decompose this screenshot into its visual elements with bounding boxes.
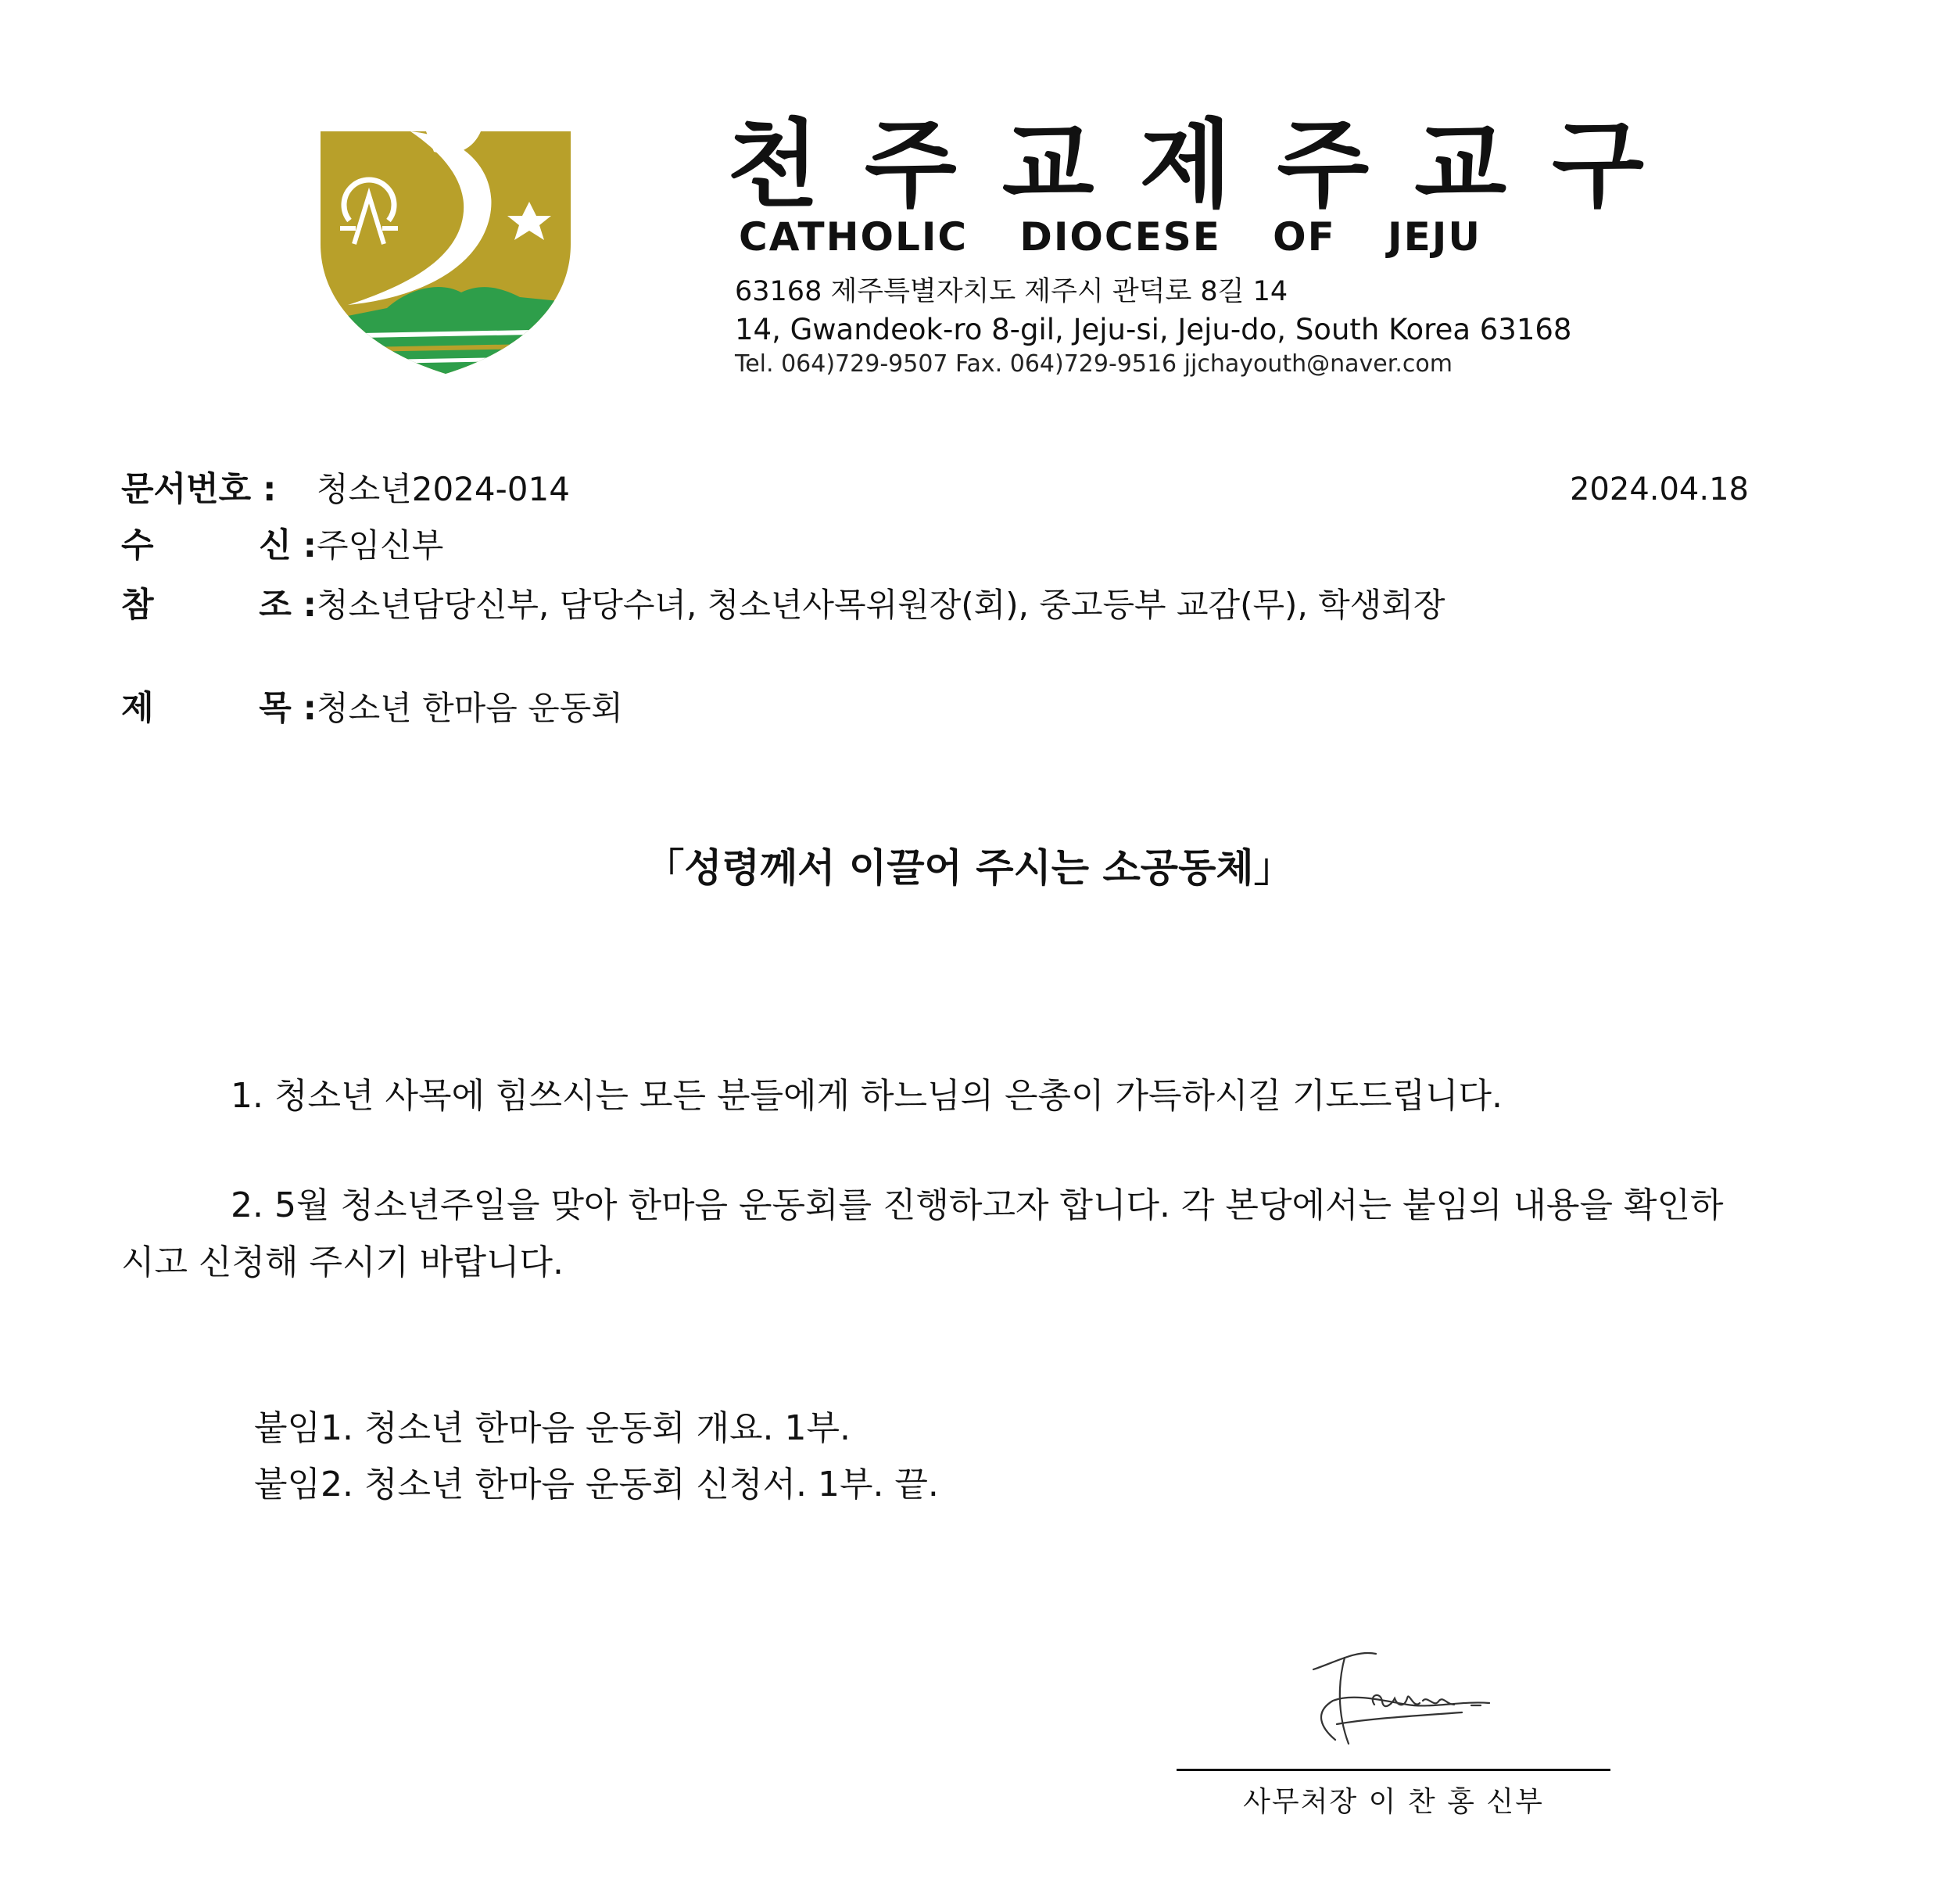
label-char: 참 <box>121 585 154 625</box>
organization-name-korean: 천주교제주교구 <box>727 109 1689 221</box>
body-paragraph: 2. 5월 청소년주일을 맞아 한마음 운동회를 진행하고자 합니다. 각 본당에서는 붙임의 내용을 확인하시고 신청해 주시기 바랍니다. <box>121 1185 1724 1282</box>
recipient-value: 주임신부 <box>317 526 444 565</box>
document-date: 2024.04.18 <box>1569 472 1749 507</box>
doc-number-label <box>121 469 317 509</box>
org-name-word: DIOCESE <box>1019 214 1221 260</box>
recipient-label <box>121 525 317 565</box>
address-korean: 63168 제주특별자치도 제주시 관덕로 8길 14 <box>735 276 1288 307</box>
signature-line <box>1177 1769 1610 1771</box>
subject-row <box>121 688 623 730</box>
doc-number-value: 청소년2024-014 <box>317 470 570 508</box>
label-char: 수 <box>121 525 154 565</box>
label-char: 조 : <box>259 585 317 625</box>
label-char: 제 <box>121 688 154 728</box>
label-char: 목 : <box>259 688 317 728</box>
body-paragraph: 1. 청소년 사목에 힘쓰시는 모든 분들에게 하느님의 은총이 가득하시길 기도드립니다. <box>231 1076 1503 1116</box>
org-name-word: OF <box>1273 214 1336 260</box>
contact-info: Tel. 064)729-9507 Fax. 064)729-9516 jjchayouth@naver.com <box>735 350 1453 378</box>
handwritten-signature <box>1290 1626 1509 1759</box>
attachment-item: 붙임1. 청소년 한마음 운동회 개요. 1부. <box>254 1408 851 1448</box>
org-name-word: CATHOLIC <box>739 214 969 260</box>
recipient-row <box>121 525 443 567</box>
reference-label <box>121 585 317 625</box>
address-english: 14, Gwandeok-ro 8-gil, Jeju-si, Jeju-do, South Korea 63168 <box>735 313 1572 346</box>
organization-name-english <box>739 214 1481 260</box>
subject-value: 청소년 한마음 운동회 <box>317 689 623 727</box>
org-name-word: JEJU <box>1388 214 1481 260</box>
attachment-item: 붙임2. 청소년 한마음 운동회 신청서. 1부. 끝. <box>254 1465 939 1504</box>
reference-row <box>121 585 1646 626</box>
label-char: 신 : <box>259 525 317 565</box>
diocese-crest-icon <box>317 127 575 375</box>
subject-label <box>121 688 317 728</box>
reference-value: 청소년담당신부, 담당수녀, 청소년사목위원장(회), 중고등부 교감(무), 학생회장 <box>317 586 1445 624</box>
doc-number-row <box>121 469 570 511</box>
signer-name: 사무처장 이 찬 홍 신부 <box>1243 1786 1544 1818</box>
motto-heading: 「성령께서 이끌어 주시는 소공동체」 <box>645 845 1293 891</box>
doc-number-label-text: 문서번호 : <box>121 469 277 509</box>
